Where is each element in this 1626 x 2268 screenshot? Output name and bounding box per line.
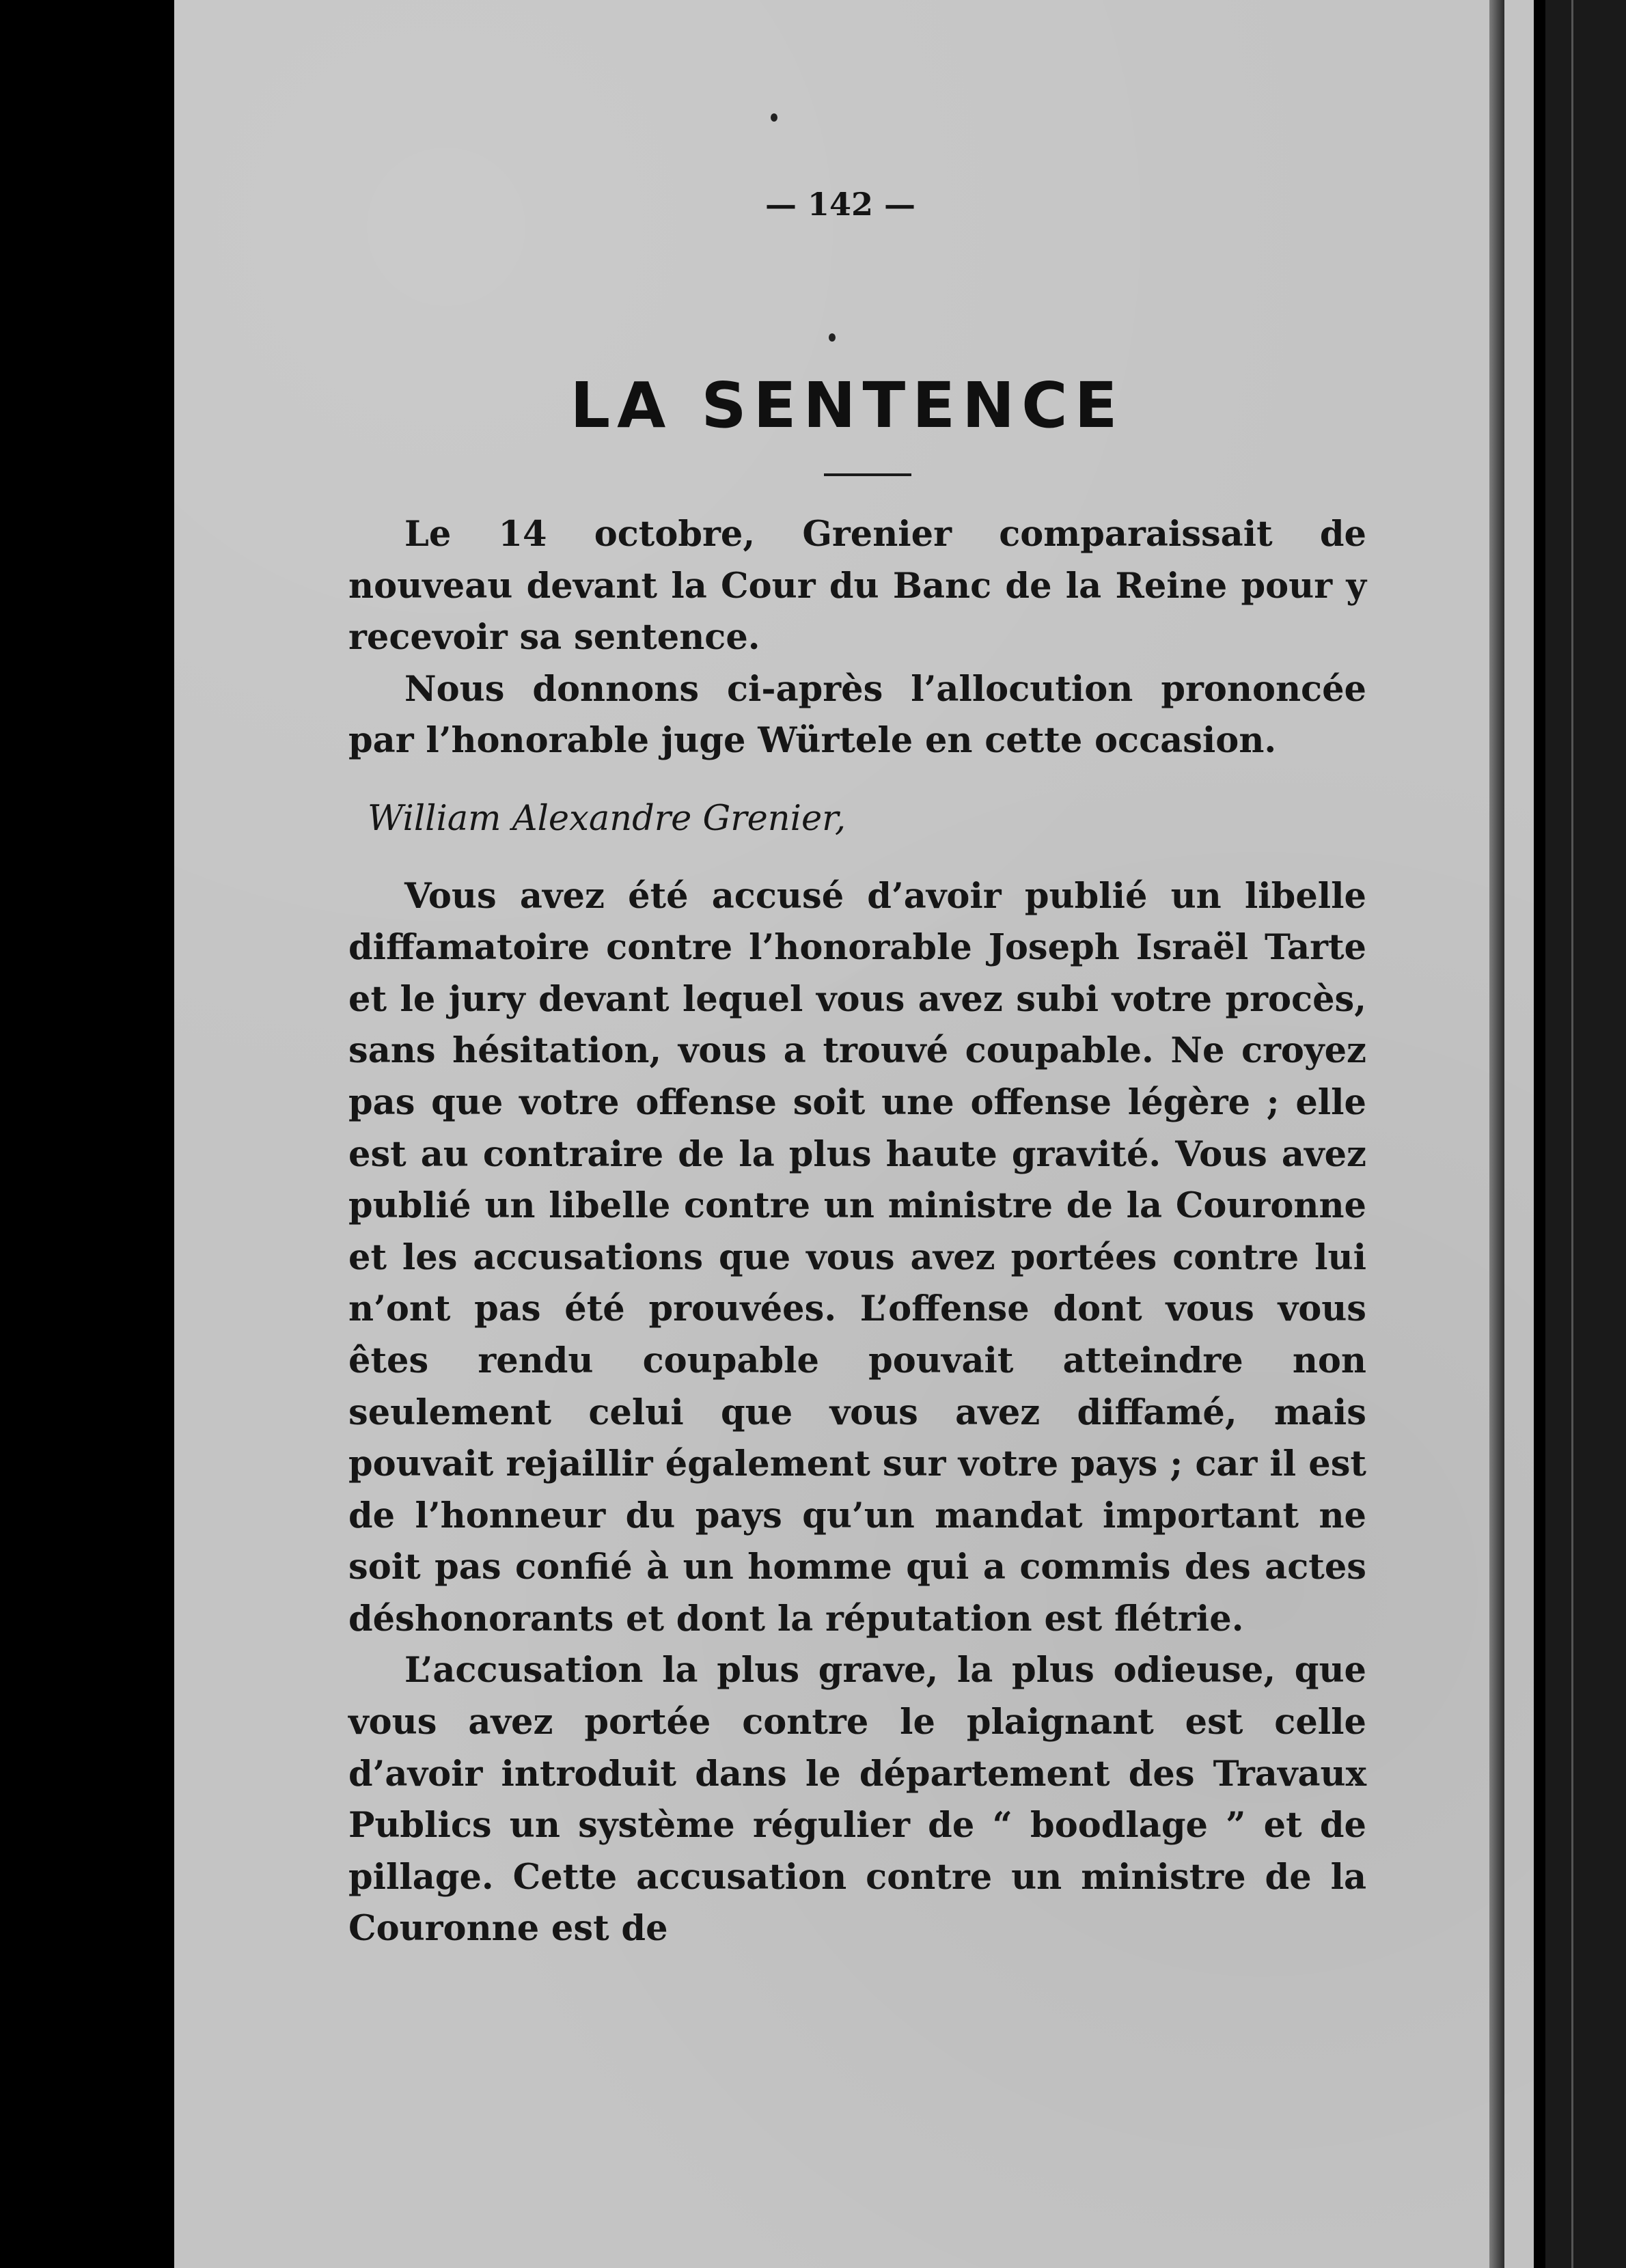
page-body-text — [348, 509, 1366, 1955]
intro-paragraph: Le 14 octobre, Grenier comparaissait de nouveau devant la Cour du Banc de la Reine pour y recevoir sa sentence. — [348, 514, 1366, 659]
speech-paragraph: L’accusation la plus grave, la plus odieuse, que vous avez portée contre le plaignant est celle d’avoir introduit dans le département des Travaux Publics un système régulier de “ boodlage ” et de pillage. Cette accusation contre un ministre de la Couronne est de — [348, 1650, 1366, 1950]
intro-paragraph: Nous donnons ci-après l’allocution prononcée par l’honorable juge Würtele en cette occasion. — [348, 668, 1366, 762]
chapter-title: LA SENTENCE — [570, 369, 1125, 442]
facing-page-edge-line — [1571, 0, 1573, 2268]
ink-speck — [771, 113, 777, 122]
page-number: — 142 — — [764, 186, 916, 223]
salutation-line: William Alexandre Grenier, — [368, 798, 846, 839]
title-underline-rule — [824, 473, 911, 476]
ink-speck — [829, 333, 836, 342]
speech-paragraph: Vous avez été accusé d’avoir publié un libelle diffamatoire contre l’honorable Joseph Israël Tarte et le jury devant lequel vous avez subi votre procès, sans hésitation, vous a trouvé coupable. Ne croyez pas que votre offense soit une offense légère ; elle est au contraire de la plus haute gravité. Vous avez publié un libelle contre un ministre de la Couronne et les accusations que vous avez portées contre lui n’ont pas été prouvées. L’offense dont vous vous êtes rendu coupable pouvait atteindre non seulement celui que vous avez diffamé, mais pouvait rejaillir également sur votre pays ; car il est de l’honneur du pays qu’un mandat important ne soit pas confié à un homme qui a commis des actes déshonorants et dont la réputation est flétrie. — [348, 875, 1366, 1640]
facing-page-strip — [1545, 0, 1626, 2268]
page-edge-shadow — [1489, 0, 1504, 2268]
